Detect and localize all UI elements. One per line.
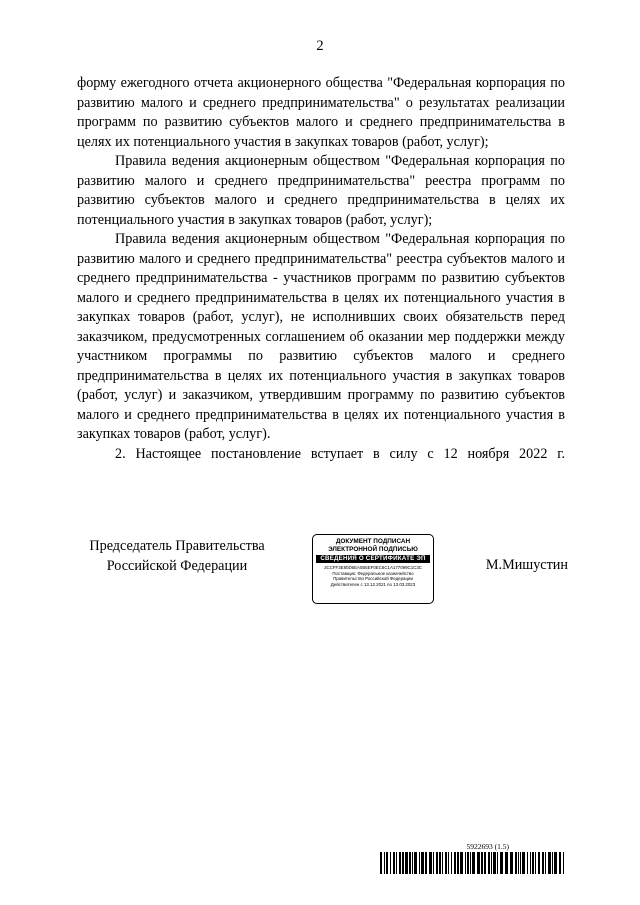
barcode-block (380, 842, 565, 874)
signer-title-line2: Российской Федерации (106, 557, 248, 574)
page-number: 2 (316, 38, 324, 54)
stamp-issuer-line2: Правительство Российской Федерации (333, 576, 413, 582)
stamp-line2: ЭЛЕКТРОННОЙ ПОДПИСЬЮ (328, 546, 418, 553)
stamp-certificate-number: 2CCFF3E80D6EA0B5EF0EC6C1A177099C1C3C (324, 565, 422, 570)
paragraph-programs-registry-rules: Правила ведения акционерным обществом "Федеральная корпорация по развитию малого и среднего предпринимательства" реестра программ по развитию субъектов малого и среднего предпринимательства в целях их потенциального участия в закупках товаров (работ, услуг); (77, 153, 565, 228)
paragraph-report-form: форму ежегодного отчета акционерного общества "Федеральная корпорация по развитию малого и среднего предпринимательства" о результатах реализации программ по развитию субъектов малого и среднего предпринимательства в целях их потенциального участия в закупках товаров (работ, услуг); (77, 75, 565, 150)
stamp-line1: ДОКУМЕНТ ПОДПИСАН (335, 538, 411, 545)
signer-name: М.Мишустин (485, 557, 568, 573)
stamp-certificate-bar: СВЕДЕНИЯ О СЕРТИФИКАТЕ ЭП (316, 555, 430, 563)
signer-title-line1: Председатель Правительства (89, 538, 265, 554)
barcode-caption: 5922693 (1.5) (466, 842, 509, 851)
electronic-signature-stamp (312, 534, 434, 604)
paragraph-effective-date: 2. Настоящее постановление вступает в силу с 12 ноября 2022 г. (115, 445, 565, 462)
barcode-icon (380, 852, 565, 874)
paragraph-participants-registry-rules: Правила ведения акционерным обществом "Федеральная корпорация по развитию малого и среднего предпринимательства" реестра субъектов малого и среднего предпринимательства - участников программ по развитию субъектов малого и среднего предпринимательства в целях их потенциального участия в закупках товаров (работ, услуг), не исполнивших своих обязательств перед заказчиком, предусмотренных соглашением об оказании мер поддержки между участником программы по развитию субъектов малого и среднего предпринимательства в целях их потенциального участия в закупках товаров (работ, услуг) и заказчиком, утвердившим программу по развитию субъектов малого и среднего предпринимательства в целях их потенциального участия в закупках товаров (работ, услуг). (77, 231, 565, 442)
document-body (77, 74, 565, 464)
stamp-validity: Действителен с 13.12.2021 по 13.03.2023 (330, 581, 416, 587)
stamp-issuer-line1: Поставщик: Федеральное казначейство (332, 570, 414, 576)
signer-title (77, 537, 277, 576)
